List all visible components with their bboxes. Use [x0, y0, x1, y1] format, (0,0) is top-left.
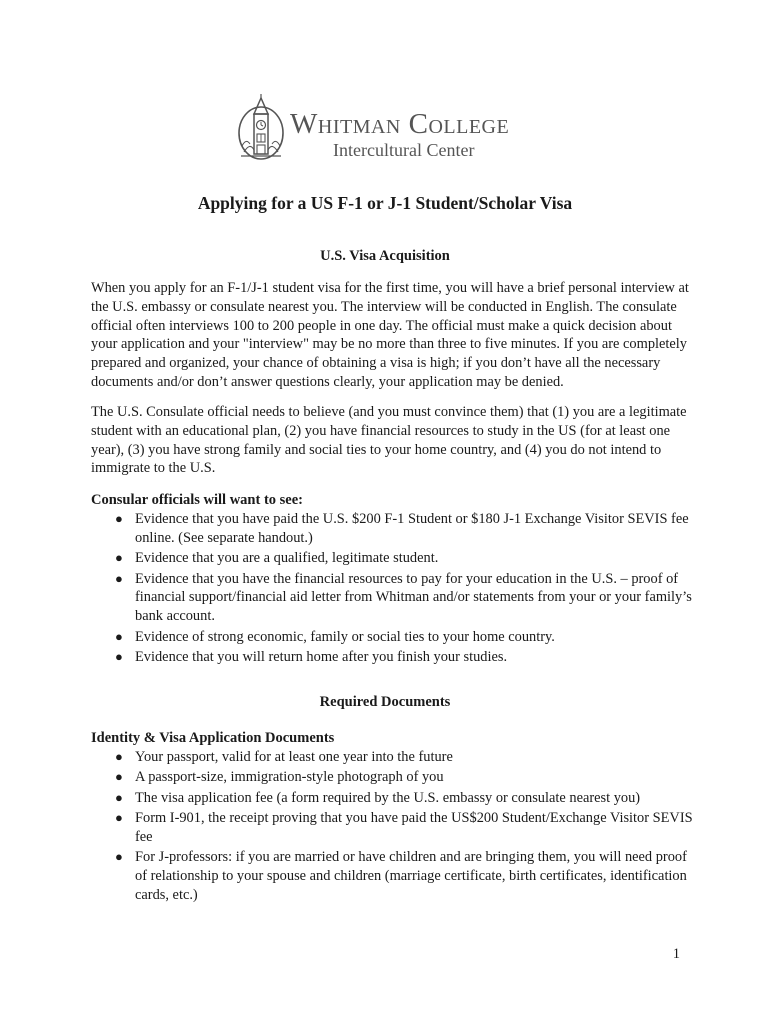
list-item: [113, 789, 693, 808]
list-item-text: Evidence that you have paid the U.S. $200 F-1 Student or $180 J-1 Exchange Visitor SEVIS fee online. (See separate handout.): [135, 511, 689, 546]
bullet-icon: ●: [115, 769, 123, 785]
required-list: [113, 748, 693, 906]
list-item: [113, 549, 693, 568]
page-number: 1: [672, 946, 680, 962]
college-name: [290, 109, 509, 139]
bullet-icon: ●: [115, 550, 123, 566]
page-title: Applying for a US F-1 or J-1 Student/Scholar Visa: [197, 193, 573, 213]
list-item: [113, 628, 693, 647]
college-logo: [236, 94, 556, 164]
list-item-text: Evidence that you have the financial resources to pay for your education in the U.S. – proof of financial support/financial aid letter from Whitman and/or statements from your or your family’s bank account.: [135, 570, 692, 625]
college-name-first: Whitman: [290, 108, 401, 140]
bullet-icon: ●: [115, 849, 123, 865]
department-name: Intercultural Center: [333, 140, 475, 160]
list-item: [113, 748, 693, 767]
list-item: [113, 809, 693, 847]
convince-paragraph: The U.S. Consulate official needs to believe (and you must convince them) that (1) you are a legitimate student with an educational plan, (2) you have financial resources to study in the US (for at least one year), (3) you have strong family and social ties to your home country, and (4) you do not intend to immigrate to the U.S.: [91, 404, 687, 477]
bullet-icon: ●: [115, 570, 123, 586]
list-item: [113, 570, 693, 626]
bullet-icon: ●: [115, 749, 123, 764]
consular-list: [113, 510, 693, 668]
bullet-icon: ●: [115, 511, 123, 526]
required-documents-heading: Required Documents: [319, 694, 451, 710]
identity-documents-heading: Identity & Visa Application Documents: [91, 730, 335, 746]
list-item-text: Evidence that you will return home after you finish your studies.: [135, 648, 508, 665]
list-item: [113, 848, 693, 904]
consular-officials-heading: Consular officials will want to see:: [91, 492, 303, 508]
list-item: [113, 510, 693, 548]
visa-acquisition-heading: U.S. Visa Acquisition: [320, 248, 450, 264]
college-name-second: College: [408, 108, 510, 140]
bullet-icon: ●: [115, 628, 123, 644]
list-item: [113, 648, 693, 667]
bullet-icon: ●: [115, 810, 123, 826]
bullet-icon: ●: [115, 648, 123, 664]
list-item-text: The visa application fee (a form required by the U.S. embassy or consulate nearest you): [135, 789, 641, 806]
list-item-text: For J-professors: if you are married or have children and are bringing them, you will need proof of relationship to your spouse and children (marriage certificate, birth certificates, identification cards, etc.): [135, 849, 687, 903]
list-item-text: Evidence of strong economic, family or social ties to your home country.: [135, 628, 555, 645]
list-item-text: Your passport, valid for at least one year into the future: [135, 749, 453, 765]
list-item: [113, 768, 693, 787]
list-item-text: Evidence that you are a qualified, legitimate student.: [135, 550, 439, 567]
list-item-text: A passport-size, immigration-style photograph of you: [135, 769, 444, 786]
list-item-text: Form I-901, the receipt proving that you have paid the US$200 Student/Exchange Visitor SEVIS fee: [135, 810, 693, 845]
clock-tower-logo-icon: [236, 94, 286, 164]
bullet-icon: ●: [115, 789, 123, 805]
interview-paragraph: When you apply for an F-1/J-1 student visa for the first time, you will have a brief personal interview at the U.S. embassy or consulate nearest you. The interview will be conducted in English. The consulate official often interviews 100 to 200 people in one day. The official must make a quick decision about your application and your "interview" may be no more than three to five minutes. If you are completely prepared and organized, your chance of obtaining a visa is high; if you don’t have all the necessary documents and/or don’t answer questions clearly, your application may be denied.: [91, 280, 689, 390]
